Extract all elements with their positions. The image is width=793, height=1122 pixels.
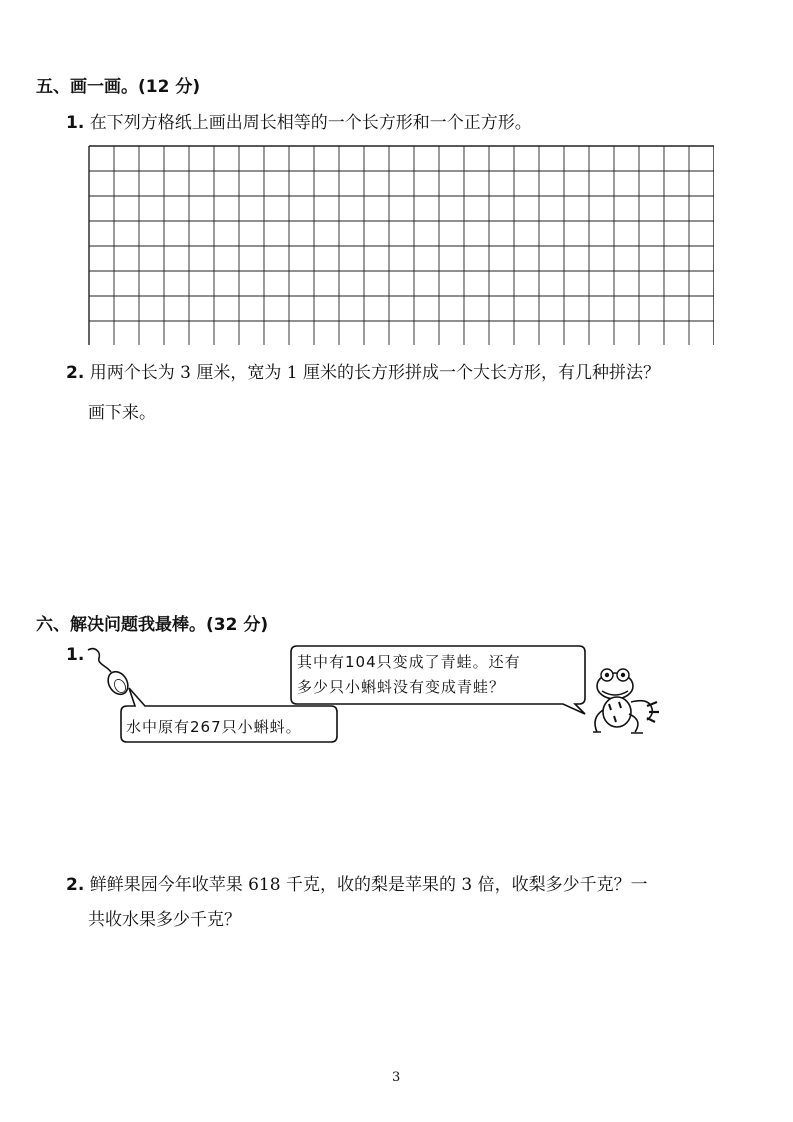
question-6-2	[66, 870, 648, 895]
question-text: 在下列方格纸上画出周长相等的一个长方形和一个正方形。	[89, 113, 532, 133]
page-number: 3	[392, 1070, 401, 1085]
bubble-right-line2: 多少只小蝌蚪没有变成青蛙？	[297, 678, 506, 696]
question-5-2-line2: 画下来。	[88, 403, 156, 423]
question-6-1-number: 1.	[66, 645, 85, 665]
question-5-1	[66, 108, 532, 133]
question-number: 2.	[66, 363, 85, 383]
question-5-2	[66, 358, 660, 383]
question-number: 1.	[66, 113, 85, 133]
section5-heading: 五、画一画。(12 分)	[36, 77, 201, 97]
square-grid-paper[interactable]	[88, 145, 714, 345]
question-text: 用两个长为 3 厘米，宽为 1 厘米的长方形拼成一个大长方形，有几种拼法？	[89, 363, 660, 383]
bubble-right-line1: 其中有104只变成了青蛙。还有	[297, 653, 521, 671]
question-6-2-line2: 共收水果多少千克？	[88, 910, 241, 930]
frog-icon	[585, 662, 665, 742]
bubble-left-text: 水中原有267只小蝌蚪。	[126, 718, 302, 736]
question-number: 2.	[66, 875, 85, 895]
section6-heading: 六、解决问题我最棒。(32 分)	[36, 615, 269, 635]
question-text: 鲜鲜果园今年收苹果 618 千克，收的梨是苹果的 3 倍，收梨多少千克？一	[89, 875, 648, 895]
